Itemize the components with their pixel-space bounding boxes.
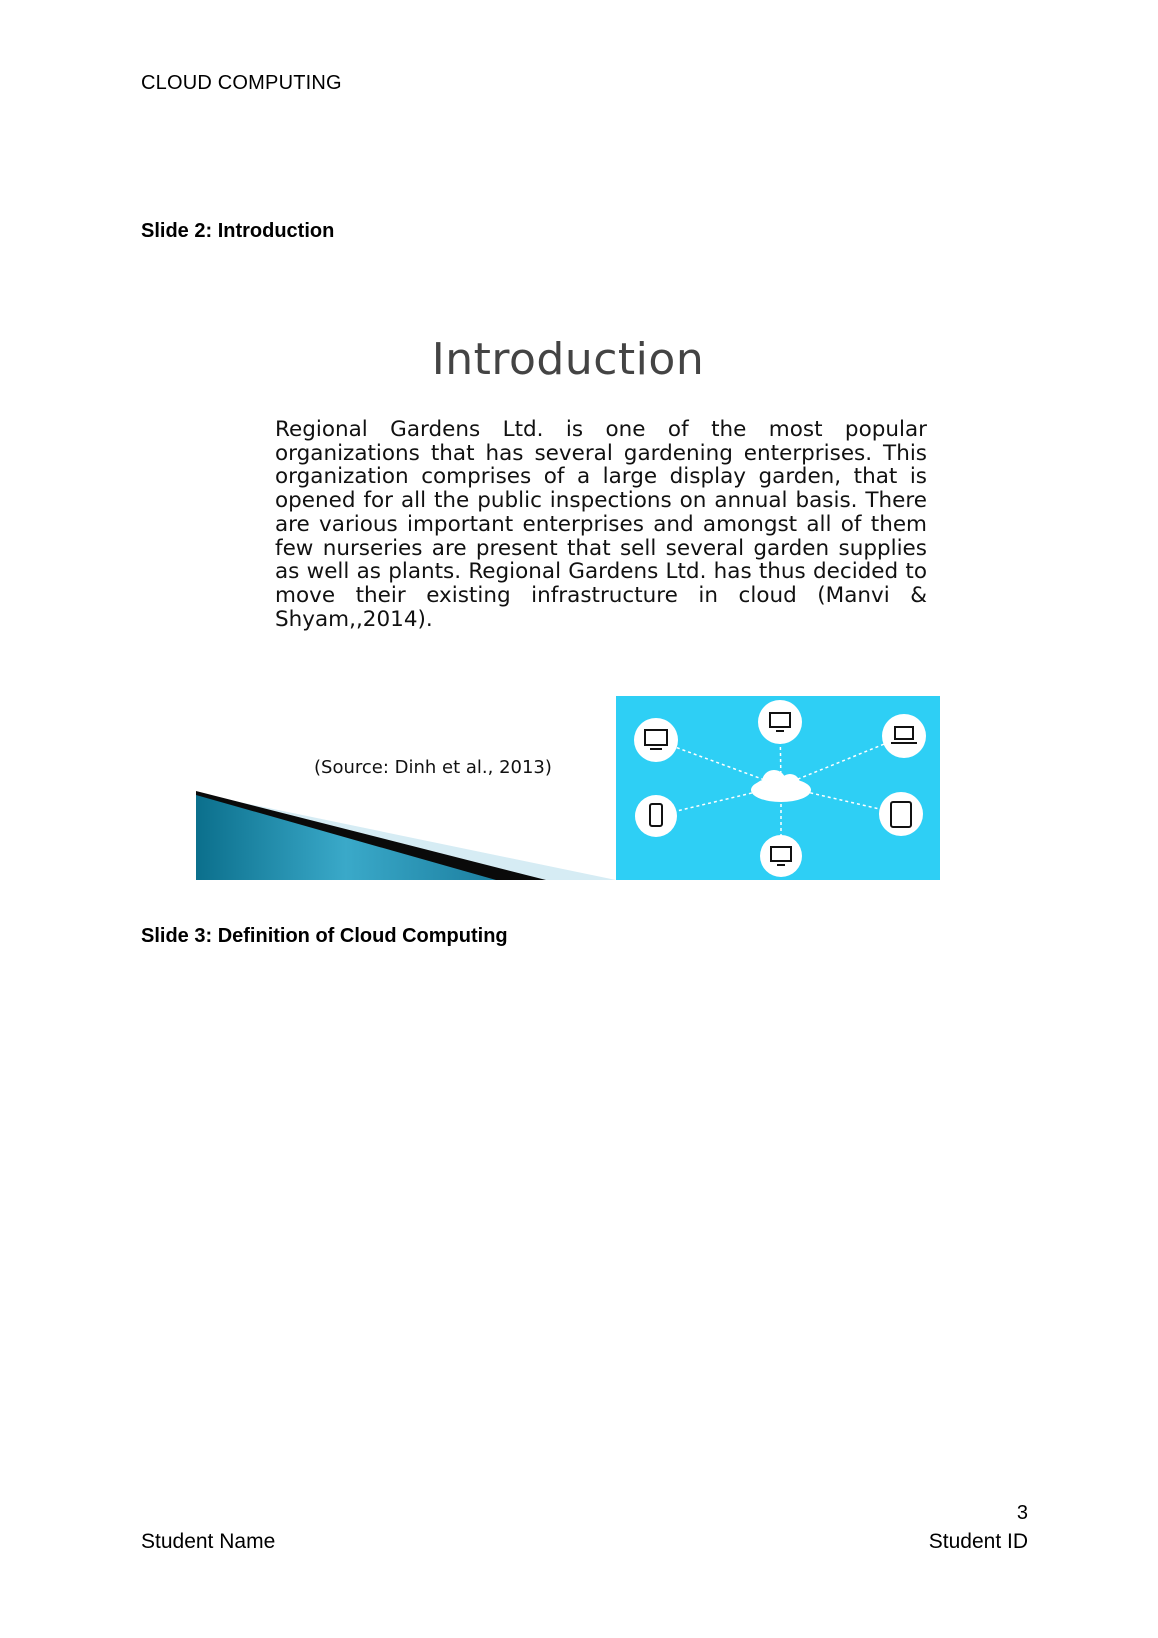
slide-image (196, 320, 940, 880)
cloud-network-illustration (616, 696, 940, 880)
slide-3-heading: Slide 3: Definition of Cloud Computing (141, 925, 508, 947)
monitor-icon (758, 700, 802, 744)
slide-source-caption: (Source: Dinh et al., 2013) (314, 757, 552, 778)
laptop-icon (882, 714, 926, 758)
desktop-icon (634, 718, 678, 762)
footer-student-name: Student Name (141, 1530, 276, 1553)
phone-icon (635, 795, 677, 837)
cloud-icon (751, 770, 811, 802)
slide-2-heading: Slide 2: Introduction (141, 220, 335, 242)
page-number: 3 (1016, 1502, 1028, 1524)
slide-title: Introduction (431, 334, 705, 385)
slide-corner-decoration (196, 785, 616, 880)
slide-body-text: Regional Gardens Ltd. is one of the most popular organizations that has several gardening enterprises. This organization comprises of a large display garden, that is opened for all the public inspections on annual basis. There are various important enterprises and amongst all of them few nurseries are present that sell several garden supplies as well as plants. Regional Gardens Ltd. has thus decided to move their existing infrastructure in cloud (Manvi & Shyam,,2014). (275, 417, 927, 632)
footer-student-id: Student ID (928, 1530, 1028, 1553)
running-header: CLOUD COMPUTING (141, 72, 342, 94)
cloud-network-image (616, 696, 940, 880)
tablet-icon (879, 792, 923, 836)
monitor-icon (760, 835, 802, 877)
